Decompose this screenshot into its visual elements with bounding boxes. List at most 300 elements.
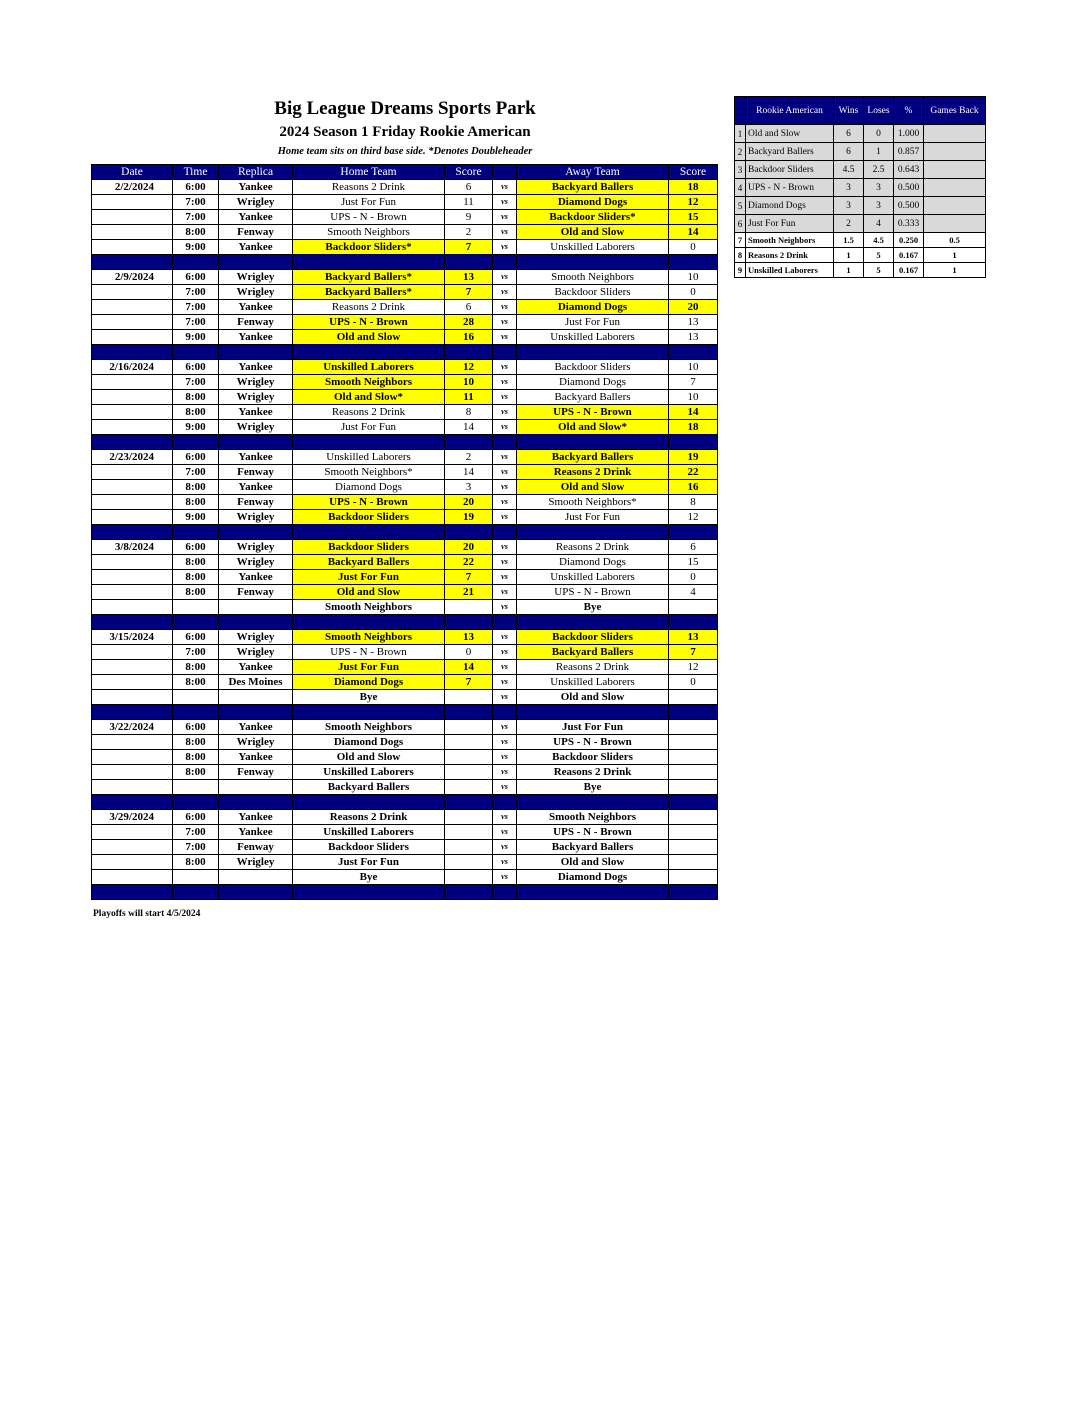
home-score: 14 [445, 420, 493, 435]
away-team: Backdoor Sliders* [517, 210, 669, 225]
away-team: Old and Slow [517, 690, 669, 705]
team-wins: 6 [834, 143, 864, 161]
game-field: Des Moines [219, 675, 293, 690]
game-time: 9:00 [173, 420, 219, 435]
away-team: Bye [517, 780, 669, 795]
home-team: Reasons 2 Drink [293, 300, 445, 315]
game-date [92, 465, 173, 480]
game-field: Yankee [219, 330, 293, 345]
game-field: Fenway [219, 585, 293, 600]
away-score: 0 [669, 570, 718, 585]
vs-label: vs [493, 360, 517, 375]
game-time: 8:00 [173, 555, 219, 570]
week-divider-cell [92, 345, 173, 360]
home-team: Just For Fun [293, 195, 445, 210]
game-date [92, 405, 173, 420]
game-date [92, 780, 173, 795]
home-team: Old and Slow [293, 330, 445, 345]
team-rank: 8 [735, 248, 746, 263]
vs-label: vs [493, 735, 517, 750]
vs-label: vs [493, 405, 517, 420]
week-divider-cell [493, 345, 517, 360]
home-score: 11 [445, 195, 493, 210]
home-team: Just For Fun [293, 570, 445, 585]
game-date [92, 195, 173, 210]
schedule-row [92, 315, 718, 330]
home-team: Backyard Ballers* [293, 270, 445, 285]
standings-row [735, 161, 986, 179]
away-team: Smooth Neighbors [517, 810, 669, 825]
team-loses: 5 [864, 263, 894, 278]
team-name: Reasons 2 Drink [746, 248, 834, 263]
team-name: Smooth Neighbors [746, 233, 834, 248]
team-name: Backyard Ballers [746, 143, 834, 161]
home-score [445, 600, 493, 615]
game-time: 6:00 [173, 630, 219, 645]
game-date: 2/9/2024 [92, 270, 173, 285]
away-score: 14 [669, 225, 718, 240]
schedule-row [92, 300, 718, 315]
week-divider-cell [173, 525, 219, 540]
home-score [445, 810, 493, 825]
schedule-row [92, 465, 718, 480]
team-pct: 0.857 [894, 143, 924, 161]
schedule-row [92, 690, 718, 705]
vs-label: vs [493, 195, 517, 210]
standings-row [735, 125, 986, 143]
team-games-back [924, 161, 986, 179]
vs-label: vs [493, 285, 517, 300]
game-date [92, 495, 173, 510]
away-team: Backyard Ballers [517, 450, 669, 465]
away-score: 18 [669, 420, 718, 435]
week-divider-cell [493, 435, 517, 450]
team-games-back: 0.5 [924, 233, 986, 248]
game-date [92, 690, 173, 705]
game-date: 2/23/2024 [92, 450, 173, 465]
game-time [173, 870, 219, 885]
game-time: 8:00 [173, 390, 219, 405]
team-loses: 1 [864, 143, 894, 161]
team-name: Unskilled Laborers [746, 263, 834, 278]
week-divider-cell [517, 255, 669, 270]
schedule-row [92, 390, 718, 405]
team-loses: 0 [864, 125, 894, 143]
week-divider [92, 795, 718, 810]
game-time: 8:00 [173, 405, 219, 420]
game-date [92, 750, 173, 765]
team-loses: 5 [864, 248, 894, 263]
away-team: Backdoor Sliders [517, 630, 669, 645]
vs-label: vs [493, 495, 517, 510]
game-field: Wrigley [219, 510, 293, 525]
game-date [92, 645, 173, 660]
week-divider-cell [669, 795, 718, 810]
page-subtitle: 2024 Season 1 Friday Rookie American [279, 124, 531, 140]
week-divider-cell [517, 345, 669, 360]
away-team: Reasons 2 Drink [517, 465, 669, 480]
team-name: Old and Slow [746, 125, 834, 143]
away-team: Diamond Dogs [517, 195, 669, 210]
page-title: Big League Dreams Sports Park [274, 98, 536, 119]
away-score: 7 [669, 645, 718, 660]
week-divider-cell [517, 435, 669, 450]
away-team: UPS - N - Brown [517, 735, 669, 750]
away-score: 14 [669, 405, 718, 420]
home-score: 19 [445, 510, 493, 525]
schedule-table [91, 164, 718, 900]
standings-table [734, 96, 986, 278]
week-divider-cell [219, 435, 293, 450]
game-field: Wrigley [219, 195, 293, 210]
week-divider-cell [173, 705, 219, 720]
home-score: 21 [445, 585, 493, 600]
game-field: Yankee [219, 240, 293, 255]
away-score [669, 855, 718, 870]
away-score: 13 [669, 330, 718, 345]
week-divider-cell [293, 795, 445, 810]
standings-header-wins: Wins [834, 97, 864, 125]
game-time: 6:00 [173, 810, 219, 825]
vs-label: vs [493, 630, 517, 645]
away-team: Just For Fun [517, 720, 669, 735]
vs-label: vs [493, 765, 517, 780]
playoffs-note: Playoffs will start 4/5/2024 [93, 909, 201, 919]
team-rank: 6 [735, 215, 746, 233]
vs-label: vs [493, 555, 517, 570]
standings-header-pct: % [894, 97, 924, 125]
week-divider-cell [173, 615, 219, 630]
schedule-row [92, 240, 718, 255]
game-time: 6:00 [173, 270, 219, 285]
vs-label: vs [493, 720, 517, 735]
away-score: 10 [669, 360, 718, 375]
week-divider-cell [293, 525, 445, 540]
vs-label: vs [493, 210, 517, 225]
game-date [92, 765, 173, 780]
vs-label: vs [493, 270, 517, 285]
away-team: Backyard Ballers [517, 840, 669, 855]
game-time: 8:00 [173, 855, 219, 870]
game-field: Fenway [219, 840, 293, 855]
game-field: Fenway [219, 225, 293, 240]
game-date [92, 315, 173, 330]
away-team: Diamond Dogs [517, 300, 669, 315]
standings-row [735, 197, 986, 215]
away-score: 13 [669, 630, 718, 645]
game-field: Fenway [219, 465, 293, 480]
week-divider-cell [493, 255, 517, 270]
standings-header-games-back: Games Back [924, 97, 986, 125]
home-score [445, 825, 493, 840]
vs-label: vs [493, 825, 517, 840]
schedule-row [92, 330, 718, 345]
column-header-replica: Replica [219, 165, 293, 180]
away-score: 16 [669, 480, 718, 495]
away-score [669, 690, 718, 705]
home-team: Backdoor Sliders [293, 540, 445, 555]
week-divider [92, 615, 718, 630]
team-rank: 5 [735, 197, 746, 215]
home-score: 20 [445, 495, 493, 510]
week-divider-cell [219, 705, 293, 720]
away-score: 12 [669, 660, 718, 675]
home-score [445, 840, 493, 855]
game-field: Yankee [219, 210, 293, 225]
week-divider-cell [517, 615, 669, 630]
week-divider-cell [219, 615, 293, 630]
team-rank: 2 [735, 143, 746, 161]
home-score: 14 [445, 660, 493, 675]
away-score [669, 765, 718, 780]
week-divider-cell [293, 615, 445, 630]
schedule-row [92, 870, 718, 885]
team-wins: 1 [834, 263, 864, 278]
game-time: 8:00 [173, 735, 219, 750]
game-field: Wrigley [219, 375, 293, 390]
team-rank: 7 [735, 233, 746, 248]
home-team: Just For Fun [293, 660, 445, 675]
team-pct: 1.000 [894, 125, 924, 143]
home-team: Smooth Neighbors [293, 375, 445, 390]
home-score: 3 [445, 480, 493, 495]
away-score [669, 825, 718, 840]
game-time [173, 600, 219, 615]
game-date [92, 840, 173, 855]
vs-label: vs [493, 450, 517, 465]
game-time: 7:00 [173, 210, 219, 225]
away-team: Unskilled Laborers [517, 570, 669, 585]
away-score [669, 600, 718, 615]
game-time: 6:00 [173, 180, 219, 195]
home-team: Backdoor Sliders [293, 840, 445, 855]
home-score [445, 780, 493, 795]
schedule-row [92, 540, 718, 555]
standings-row [735, 215, 986, 233]
home-score: 0 [445, 645, 493, 660]
vs-label: vs [493, 480, 517, 495]
home-score [445, 870, 493, 885]
game-date [92, 585, 173, 600]
week-divider-cell [517, 795, 669, 810]
week-divider-cell [293, 885, 445, 900]
schedule-row [92, 405, 718, 420]
away-team: Just For Fun [517, 510, 669, 525]
week-divider [92, 525, 718, 540]
home-team: Bye [293, 870, 445, 885]
home-score: 28 [445, 315, 493, 330]
away-score: 8 [669, 495, 718, 510]
team-wins: 3 [834, 179, 864, 197]
week-divider-cell [445, 525, 493, 540]
game-time: 8:00 [173, 675, 219, 690]
team-wins: 6 [834, 125, 864, 143]
home-team: Backyard Ballers* [293, 285, 445, 300]
week-divider-cell [669, 525, 718, 540]
game-field: Wrigley [219, 270, 293, 285]
away-team: Just For Fun [517, 315, 669, 330]
column-header-home-team: Home Team [293, 165, 445, 180]
week-divider-cell [92, 615, 173, 630]
home-team: Just For Fun [293, 420, 445, 435]
home-score [445, 750, 493, 765]
home-team: UPS - N - Brown [293, 315, 445, 330]
game-date: 3/29/2024 [92, 810, 173, 825]
home-score [445, 765, 493, 780]
team-rank: 4 [735, 179, 746, 197]
home-score: 16 [445, 330, 493, 345]
team-games-back: 1 [924, 263, 986, 278]
away-score [669, 840, 718, 855]
home-team: Diamond Dogs [293, 735, 445, 750]
team-name: Just For Fun [746, 215, 834, 233]
week-divider-cell [173, 795, 219, 810]
schedule-row [92, 735, 718, 750]
schedule-row [92, 660, 718, 675]
schedule-row [92, 420, 718, 435]
week-divider-cell [173, 345, 219, 360]
schedule-row [92, 765, 718, 780]
game-date [92, 735, 173, 750]
standings-row [735, 233, 986, 248]
away-team: Backyard Ballers [517, 390, 669, 405]
home-team: Backdoor Sliders [293, 510, 445, 525]
schedule-row [92, 210, 718, 225]
home-team: Bye [293, 690, 445, 705]
team-wins: 3 [834, 197, 864, 215]
away-score: 10 [669, 270, 718, 285]
game-date: 2/2/2024 [92, 180, 173, 195]
team-name: UPS - N - Brown [746, 179, 834, 197]
week-divider [92, 885, 718, 900]
week-divider-cell [493, 705, 517, 720]
game-field: Wrigley [219, 735, 293, 750]
team-rank: 3 [735, 161, 746, 179]
game-time: 6:00 [173, 450, 219, 465]
week-divider-cell [445, 885, 493, 900]
week-divider-cell [669, 615, 718, 630]
standings-row [735, 143, 986, 161]
week-divider-cell [669, 255, 718, 270]
away-score: 6 [669, 540, 718, 555]
away-score [669, 750, 718, 765]
game-time: 7:00 [173, 465, 219, 480]
away-team: Backyard Ballers [517, 645, 669, 660]
away-team: Old and Slow [517, 855, 669, 870]
game-time: 8:00 [173, 585, 219, 600]
week-divider-cell [445, 345, 493, 360]
home-team: Smooth Neighbors [293, 630, 445, 645]
away-score: 12 [669, 510, 718, 525]
schedule-row [92, 840, 718, 855]
game-date [92, 555, 173, 570]
vs-label: vs [493, 420, 517, 435]
game-date [92, 390, 173, 405]
vs-label: vs [493, 390, 517, 405]
away-score: 0 [669, 285, 718, 300]
game-date [92, 285, 173, 300]
home-team: Backdoor Sliders* [293, 240, 445, 255]
schedule-header-row [92, 165, 718, 180]
column-header-time: Time [173, 165, 219, 180]
home-team: Old and Slow* [293, 390, 445, 405]
home-team: Smooth Neighbors [293, 720, 445, 735]
page-note: Home team sits on third base side. *Denotes Doubleheader [277, 146, 533, 157]
schedule-row [92, 480, 718, 495]
away-team: UPS - N - Brown [517, 825, 669, 840]
schedule-row [92, 825, 718, 840]
game-time: 9:00 [173, 330, 219, 345]
schedule-row [92, 555, 718, 570]
game-field: Wrigley [219, 630, 293, 645]
week-divider-cell [173, 255, 219, 270]
game-field [219, 690, 293, 705]
game-field: Yankee [219, 660, 293, 675]
team-loses: 4.5 [864, 233, 894, 248]
week-divider-cell [92, 885, 173, 900]
game-date: 3/22/2024 [92, 720, 173, 735]
week-divider [92, 705, 718, 720]
week-divider-cell [293, 435, 445, 450]
standings-header-rank [735, 97, 746, 125]
vs-label: vs [493, 690, 517, 705]
game-field: Wrigley [219, 390, 293, 405]
team-loses: 3 [864, 179, 894, 197]
game-time [173, 780, 219, 795]
home-score [445, 855, 493, 870]
home-score: 2 [445, 450, 493, 465]
schedule-row [92, 375, 718, 390]
away-team: Smooth Neighbors* [517, 495, 669, 510]
game-date [92, 855, 173, 870]
game-field: Wrigley [219, 420, 293, 435]
team-pct: 0.167 [894, 248, 924, 263]
week-divider-cell [493, 885, 517, 900]
home-team: Reasons 2 Drink [293, 180, 445, 195]
home-team: Old and Slow [293, 750, 445, 765]
home-score: 22 [445, 555, 493, 570]
home-team: Reasons 2 Drink [293, 405, 445, 420]
schedule-row [92, 855, 718, 870]
home-team: Unskilled Laborers [293, 825, 445, 840]
away-score [669, 810, 718, 825]
home-score: 7 [445, 570, 493, 585]
week-divider-cell [669, 885, 718, 900]
away-score: 4 [669, 585, 718, 600]
away-team: Bye [517, 600, 669, 615]
week-divider-cell [517, 885, 669, 900]
home-team: Smooth Neighbors [293, 600, 445, 615]
game-time: 7:00 [173, 645, 219, 660]
schedule-row [92, 720, 718, 735]
home-team: Diamond Dogs [293, 675, 445, 690]
away-team: Old and Slow [517, 480, 669, 495]
game-field: Yankee [219, 450, 293, 465]
game-field: Yankee [219, 825, 293, 840]
column-header-away-team: Away Team [517, 165, 669, 180]
game-field [219, 780, 293, 795]
vs-label: vs [493, 570, 517, 585]
week-divider-cell [445, 435, 493, 450]
game-time: 7:00 [173, 375, 219, 390]
away-team: Diamond Dogs [517, 375, 669, 390]
home-score [445, 735, 493, 750]
team-games-back [924, 215, 986, 233]
week-divider-cell [173, 435, 219, 450]
away-score: 0 [669, 675, 718, 690]
schedule-row [92, 585, 718, 600]
week-divider-cell [92, 525, 173, 540]
